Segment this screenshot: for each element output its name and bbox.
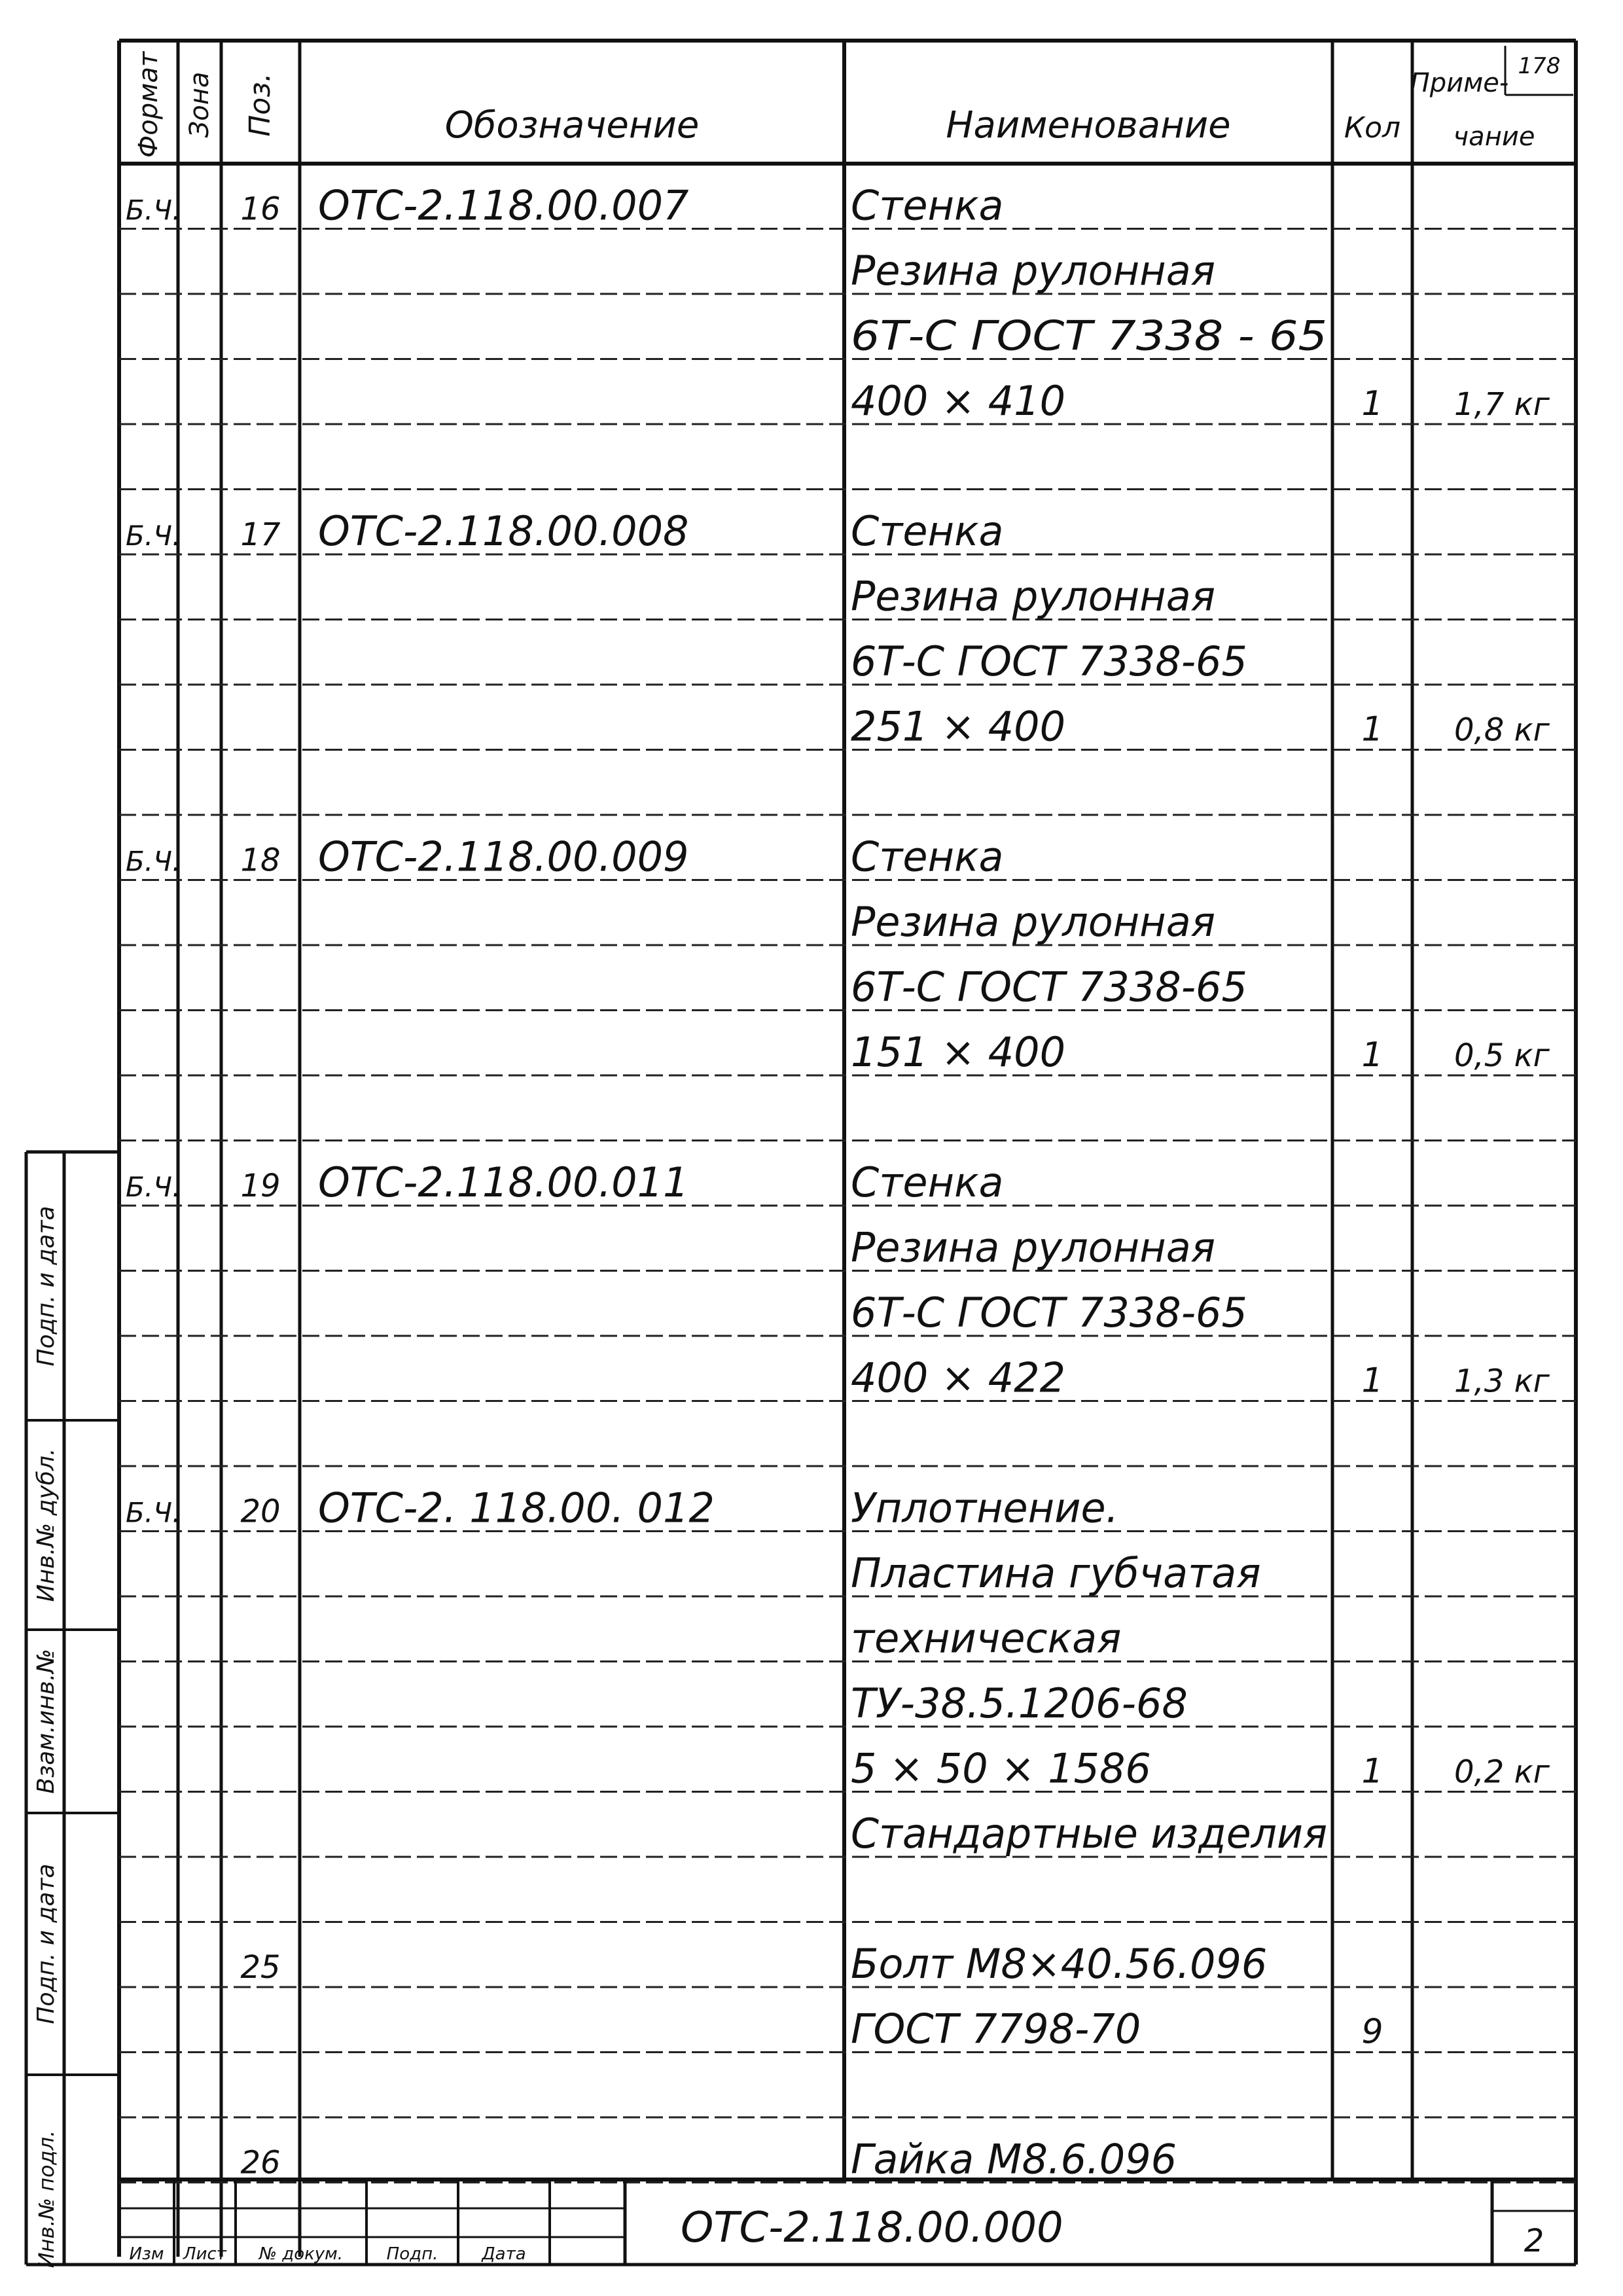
row-name: 5 × 50 × 1586	[851, 1744, 1151, 1793]
row-name: 6Т-С ГОСТ 7338-65	[851, 1289, 1247, 1336]
row-name: Стенка	[851, 833, 1004, 881]
table-row	[851, 377, 1550, 425]
row-name: Стандартные изделия	[851, 1810, 1327, 1857]
table-row	[126, 182, 1004, 230]
table-row	[240, 1940, 1267, 1988]
row-designation: ОТС-2.118.00.007	[318, 181, 689, 230]
table-row	[240, 2136, 1177, 2183]
page-number: 178	[1518, 53, 1561, 79]
table-row	[851, 1549, 1261, 1597]
title-sheet-number: 2	[1524, 2223, 1544, 2259]
table-row	[851, 1615, 1121, 1662]
page-number-box	[1505, 46, 1573, 95]
row-pos: 17	[240, 516, 281, 553]
table-row	[851, 1224, 1215, 1272]
table-row	[851, 1745, 1550, 1793]
title-header-change: Изм	[129, 2244, 164, 2264]
row-qty: 1	[1361, 1751, 1383, 1791]
title-designation: ОТС-2.118.00.000	[681, 2204, 1063, 2252]
row-name: 6Т-С ГОСТ 7338 - 65	[851, 312, 1327, 360]
binding-strip	[26, 1152, 119, 2268]
row-name: 151 × 400	[851, 1028, 1066, 1076]
title-block	[119, 2179, 1576, 2265]
row-pos: 25	[240, 1949, 281, 1986]
header-note-line1: Приме-	[1410, 68, 1509, 98]
header-note-line2: чание	[1453, 122, 1535, 152]
table-row	[851, 1289, 1247, 1336]
row-qty: 1	[1361, 384, 1383, 423]
table-row	[851, 1028, 1550, 1076]
spec-rows	[126, 182, 1550, 2183]
row-qty: 1	[1361, 1035, 1383, 1075]
table-row	[126, 833, 1004, 881]
title-header-date: Дата	[482, 2244, 526, 2264]
row-designation: ОТС-2. 118.00. 012	[318, 1484, 715, 1532]
row-format: Б.Ч.	[126, 1171, 181, 1203]
row-note: 0,8 кг	[1454, 711, 1550, 749]
row-note: 1,7 кг	[1454, 386, 1550, 423]
side-label-inv-dupl: Инв.№ дубл.	[33, 1448, 60, 1602]
row-name: Стенка	[851, 507, 1004, 555]
table-row	[851, 963, 1247, 1011]
row-name: 400 × 410	[851, 377, 1066, 425]
row-qty: 1	[1361, 709, 1383, 749]
header-zone: Зона	[185, 71, 215, 138]
side-label-sign-date: Подп. и дата	[33, 1863, 60, 2024]
table-row	[851, 1810, 1327, 1857]
table-row	[851, 573, 1215, 620]
table-row	[126, 507, 1004, 555]
row-note: 1,3 кг	[1454, 1363, 1550, 1400]
row-designation: ОТС-2.118.00.011	[318, 1158, 689, 1206]
table-row	[851, 2005, 1383, 2053]
header-pos: Поз.	[243, 73, 277, 137]
row-name: Резина рулонная	[851, 898, 1216, 946]
row-name: 6Т-С ГОСТ 7338-65	[851, 637, 1247, 685]
row-name: Резина рулонная	[851, 572, 1216, 620]
row-name: 400 × 422	[851, 1354, 1066, 1402]
title-header-sign: Подп.	[386, 2244, 438, 2264]
row-name: Уплотнение.	[851, 1484, 1119, 1532]
header-name: Наименование	[946, 104, 1231, 147]
table-row	[851, 898, 1215, 946]
row-name: 6Т-С ГОСТ 7338-65	[851, 963, 1247, 1011]
row-name: Болт М8×40.56.096	[851, 1940, 1268, 1988]
table-row	[851, 1354, 1550, 1402]
table-row	[851, 703, 1550, 751]
table-row	[126, 1158, 1004, 1206]
header-format: Формат	[134, 51, 164, 158]
table-header	[134, 50, 1535, 158]
title-header-doc: № докум.	[259, 2244, 344, 2264]
row-designation: ОТС-2.118.00.009	[318, 833, 689, 881]
row-name: Пластина губчатая	[851, 1549, 1261, 1597]
row-name: ТУ-38.5.1206-68	[851, 1679, 1188, 1727]
row-qty: 1	[1361, 1361, 1383, 1401]
row-pos: 18	[240, 842, 281, 879]
row-pos: 20	[240, 1493, 281, 1530]
row-name: Резина рулонная	[851, 1223, 1216, 1272]
row-qty: 9	[1361, 2012, 1383, 2052]
row-note: 0,2 кг	[1454, 1753, 1550, 1791]
row-name: Стенка	[851, 1158, 1004, 1206]
table-row	[851, 1679, 1188, 1727]
row-name: Резина рулонная	[851, 247, 1216, 295]
side-label-inv-original: Инв.№ подл.	[34, 2130, 59, 2269]
table-row	[851, 312, 1327, 360]
row-pos: 26	[240, 2144, 281, 2181]
table-row	[851, 247, 1215, 295]
header-qty: Кол	[1344, 111, 1401, 145]
row-format: Б.Ч.	[126, 1496, 181, 1529]
row-format: Б.Ч.	[126, 194, 181, 226]
row-name: Стенка	[851, 181, 1004, 230]
row-pos: 16	[240, 190, 281, 228]
row-format: Б.Ч.	[126, 845, 181, 878]
row-format: Б.Ч.	[126, 520, 181, 552]
table-frame	[119, 41, 1576, 2265]
row-pos: 19	[240, 1168, 281, 1204]
table-row	[851, 637, 1247, 685]
side-label-sign-date-top: Подп. и дата	[33, 1206, 60, 1367]
header-designation: Обозначение	[444, 104, 700, 147]
row-name: 251 × 400	[851, 702, 1066, 751]
title-header-sheet: Лист	[183, 2244, 226, 2264]
table-row	[126, 1484, 1118, 1532]
row-name: Гайка М8.6.096	[851, 2135, 1177, 2183]
row-name: техническая	[851, 1614, 1122, 1662]
row-designation: ОТС-2.118.00.008	[318, 507, 689, 555]
row-name: ГОСТ 7798-70	[851, 2005, 1141, 2053]
row-note: 0,5 кг	[1454, 1037, 1550, 1074]
side-label-replace-inv: Взам.инв.№	[33, 1649, 60, 1794]
